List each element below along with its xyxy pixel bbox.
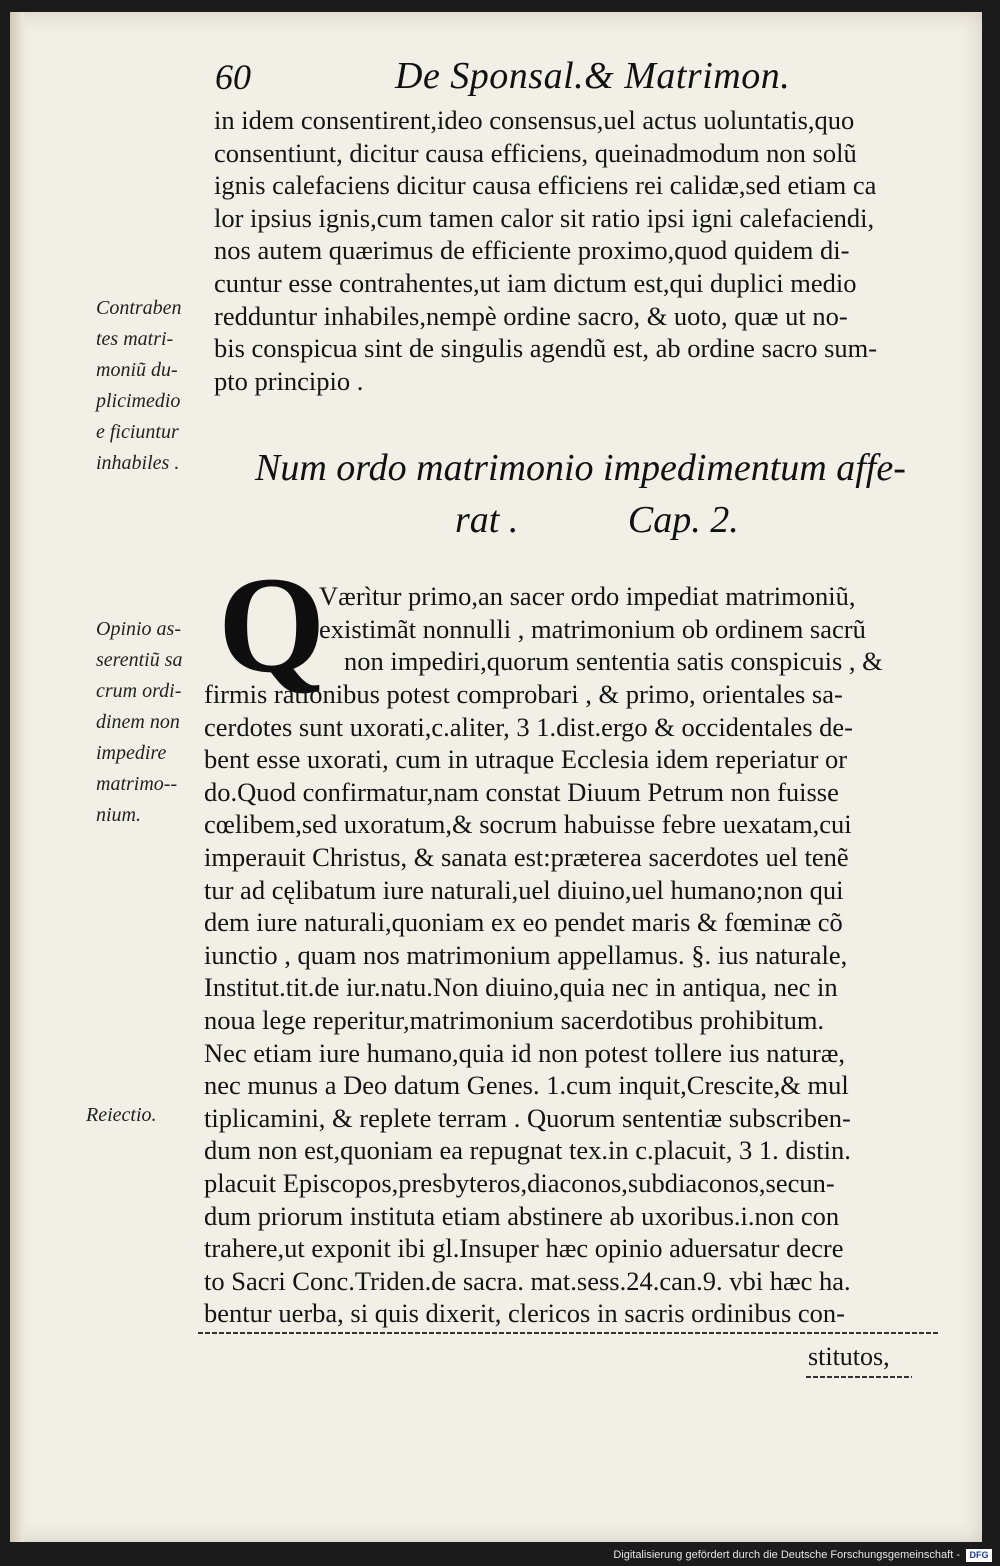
margin-note-line: matrimo-- bbox=[96, 773, 178, 795]
text-line: dum priorum instituta etiam abstinere ab uxoribus.i.non con bbox=[204, 1200, 840, 1231]
margin-note-line: e ficiuntur bbox=[96, 421, 179, 443]
text-line: cuntur esse contrahentes,ut iam dictum est,qui duplici medio bbox=[214, 267, 857, 298]
digitization-footer bbox=[0, 1546, 1000, 1566]
margin-note-line: Opinio as- bbox=[96, 618, 181, 640]
margin-note-line: moniũ du- bbox=[96, 359, 178, 381]
text-line: Nec etiam iure humano,quia id non potest tollere ius naturæ, bbox=[204, 1037, 845, 1068]
margin-note-line: Reiectio. bbox=[86, 1104, 157, 1126]
handwritten-underline bbox=[198, 1332, 938, 1334]
text-line: bent esse uxorati, cum in utraque Ecclesia idem reperiatur or bbox=[204, 744, 848, 775]
text-line: tur ad cęlibatum iure naturali,uel diuino,uel humano;non qui bbox=[204, 874, 844, 905]
margin-note-line: nium. bbox=[96, 804, 141, 826]
text-line: dem iure naturali,quoniam ex eo pendet maris & fœminæ cõ bbox=[204, 907, 843, 938]
margin-note-line: Contraben bbox=[96, 297, 182, 319]
text-line: lor ipsius ignis,cum tamen calor sit ratio ipsi igni calefaciendi, bbox=[214, 202, 875, 233]
page-number: 60 bbox=[215, 57, 251, 97]
text-line: redduntur inhabiles,nempè ordine sacro, & uoto, quæ ut no- bbox=[214, 300, 848, 331]
margin-note-contrahentes bbox=[96, 293, 206, 479]
text-line: cerdotes sunt uxorati,c.aliter, 3 1.dist.ergo & occidentales de- bbox=[204, 711, 853, 742]
drop-cap-initial: Q bbox=[218, 548, 326, 701]
handwritten-underline-catchword bbox=[806, 1376, 912, 1378]
margin-note-line: inhabiles . bbox=[96, 452, 180, 474]
text-line: pto principio . bbox=[214, 365, 364, 396]
body-text-top bbox=[214, 104, 952, 397]
text-line: Værìtur primo,an sacer ordo impediat matrimoniũ, bbox=[319, 581, 856, 611]
text-line: nec munus a Deo datum Genes. 1.cum inquit,Crescite,& mul bbox=[204, 1070, 849, 1101]
chapter-number: Cap. 2. bbox=[627, 499, 739, 541]
chapter-heading bbox=[255, 442, 935, 546]
text-line: bentur uerba, si quis dixerit, clericos in sacris ordinibus con- bbox=[204, 1298, 845, 1329]
margin-note-opinio bbox=[96, 614, 206, 831]
text-line: consentiunt, dicitur causa efficiens, queinadmodum non solũ bbox=[214, 137, 857, 168]
chapter-heading-line1: Num ordo matrimonio impedimentum affe- bbox=[255, 447, 906, 489]
margin-note-line: tes matri- bbox=[96, 328, 174, 350]
text-line: nos autem quærimus de efficiente proximo,quod quidem di- bbox=[214, 235, 850, 266]
text-line: dum non est,quoniam ea repugnat tex.in c.placuit, 3 1. distin. bbox=[204, 1135, 851, 1166]
text-line: firmis rationibus potest comprobari , & primo, orientales sa- bbox=[204, 679, 843, 709]
margin-note-line: serentiũ sa bbox=[96, 649, 183, 671]
text-line: trahere,ut exponit ibi gl.Insuper hæc opinio aduersatur decre bbox=[204, 1233, 844, 1264]
text-line: ignis calefaciens dicitur causa efficiens rei calidæ,sed etiam ca bbox=[214, 170, 877, 201]
text-line: noua lege reperitur,matrimonium sacerdotibus prohibitum. bbox=[204, 1004, 825, 1035]
text-line: tiplicamini, & replete terram . Quorum sententiæ subscriben- bbox=[204, 1102, 851, 1133]
text-line: Institut.tit.de iur.natu.Non diuino,quia nec in antiqua, nec in bbox=[204, 972, 838, 1003]
chapter-heading-rat: rat . bbox=[455, 499, 519, 541]
footer-credit: Digitalisierung gefördert durch die Deutsche Forschungsgemeinschaft - bbox=[613, 1549, 960, 1561]
body-text-main bbox=[204, 678, 952, 1330]
text-line: placuit Episcopos,presbyteros,diaconos,subdiaconos,secun- bbox=[204, 1167, 835, 1198]
margin-note-line: plicimedio bbox=[96, 390, 181, 412]
text-line: bis conspicua sint de singulis agendũ est, ab ordine sacro sum- bbox=[214, 333, 878, 364]
chapter-heading-line2 bbox=[255, 494, 935, 546]
page-header bbox=[0, 52, 1000, 106]
text-line: iunctio , quam nos matrimonium appellamus. §. ius naturale, bbox=[204, 939, 848, 970]
running-title: De Sponsal.& Matrimon. bbox=[395, 55, 791, 97]
body-text-opening bbox=[214, 580, 952, 678]
text-line: cœlibem,sed uxoratum,& socrum habuisse febre uexatam,cui bbox=[204, 809, 852, 840]
text-line: in idem consentirent,ideo consensus,uel actus uoluntatis,quo bbox=[214, 105, 855, 135]
margin-note-line: dinem non bbox=[96, 711, 180, 733]
margin-note-line: crum ordi- bbox=[96, 680, 182, 702]
text-line: do.Quod confirmatur,nam constat Diuum Petrum non fuisse bbox=[204, 776, 839, 807]
text-line: imperauit Christus, & sanata est:præterea sacerdotes uel tenẽ bbox=[204, 841, 849, 872]
catchword: stitutos, bbox=[808, 1342, 890, 1371]
text-line: to Sacri Conc.Triden.de sacra. mat.sess.24.can.9. vbi hæc ha. bbox=[204, 1265, 851, 1296]
text-line: existimãt nonnulli , matrimonium ob ordinem sacrũ bbox=[319, 613, 866, 644]
dfg-logo-icon: DFG bbox=[966, 1549, 992, 1562]
margin-note-line: impedire bbox=[96, 742, 167, 764]
page-gutter bbox=[10, 12, 24, 1542]
margin-note-reiectio bbox=[86, 1100, 196, 1131]
text-line: non impediri,quorum sententia satis conspicuis , & bbox=[344, 646, 883, 677]
